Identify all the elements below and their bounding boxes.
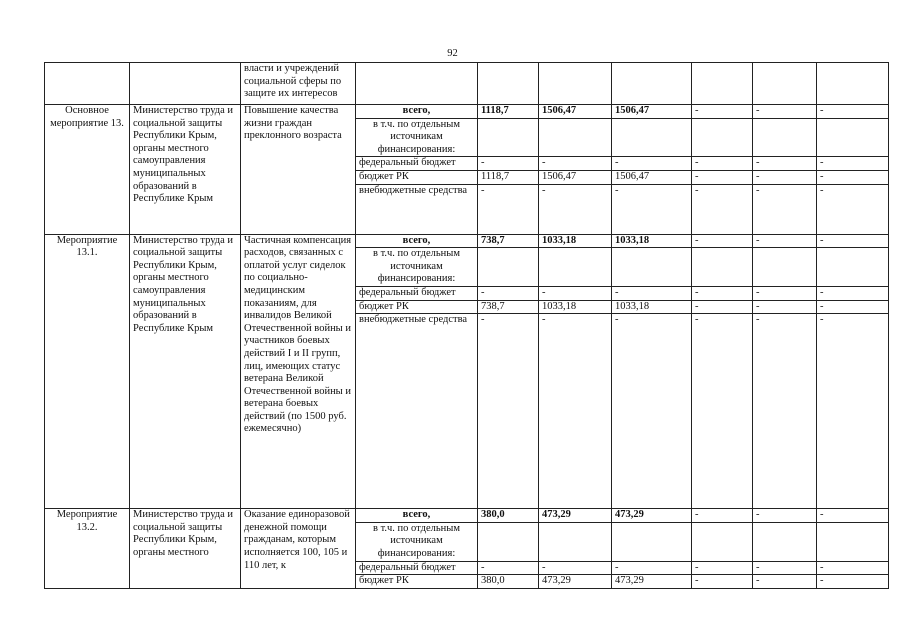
financing-table xyxy=(44,62,889,589)
funding-value xyxy=(817,118,889,157)
funding-source-label: внебюджетные средства xyxy=(356,314,478,509)
funding-value: - xyxy=(692,300,753,314)
funding-value: - xyxy=(753,561,817,575)
funding-value: - xyxy=(612,157,692,171)
funding-value: - xyxy=(817,575,889,589)
funding-value xyxy=(539,118,612,157)
event-description: Оказание единоразовой денежной помощи гражданам, которым исполняется 100, 105 и 110 лет, к xyxy=(241,509,356,589)
funding-value: 380,0 xyxy=(478,509,539,523)
funding-value: - xyxy=(753,509,817,523)
funding-source-label: бюджет РК xyxy=(356,300,478,314)
funding-value: - xyxy=(692,286,753,300)
page-number: 92 xyxy=(447,48,458,59)
funding-value: - xyxy=(817,286,889,300)
funding-value: 1506,47 xyxy=(612,170,692,184)
funding-value: - xyxy=(817,509,889,523)
event-executor: Министерство труда и социальной защиты Республики Крым, органы местного самоуправления муниципальных образований в Республике Крым xyxy=(130,234,241,509)
funding-value: - xyxy=(753,286,817,300)
funding-row xyxy=(45,509,889,523)
funding-value xyxy=(817,248,889,287)
funding-value xyxy=(753,248,817,287)
funding-value: - xyxy=(692,184,753,234)
funding-value xyxy=(753,522,817,561)
funding-value: - xyxy=(753,170,817,184)
funding-value xyxy=(539,522,612,561)
funding-value: - xyxy=(817,234,889,248)
funding-source-label: всего, xyxy=(356,509,478,523)
funding-value: - xyxy=(612,184,692,234)
funding-value: - xyxy=(692,561,753,575)
funding-value xyxy=(612,118,692,157)
funding-value: 473,29 xyxy=(539,509,612,523)
funding-value: - xyxy=(817,105,889,119)
event-title: Мероприятие 13.2. xyxy=(45,509,130,589)
funding-source-label: внебюджетные средства xyxy=(356,184,478,234)
funding-value xyxy=(817,522,889,561)
funding-value: - xyxy=(692,509,753,523)
funding-value: - xyxy=(478,157,539,171)
funding-source-label: бюджет РК xyxy=(356,170,478,184)
funding-value: - xyxy=(817,157,889,171)
funding-value xyxy=(478,248,539,287)
funding-value: 1506,47 xyxy=(612,105,692,119)
funding-value: - xyxy=(539,314,612,509)
funding-source-label: федеральный бюджет xyxy=(356,561,478,575)
funding-value: 1033,18 xyxy=(612,234,692,248)
funding-value: 1506,47 xyxy=(539,105,612,119)
funding-value: - xyxy=(753,314,817,509)
funding-value: 473,29 xyxy=(612,509,692,523)
funding-value: - xyxy=(753,575,817,589)
funding-value: - xyxy=(539,184,612,234)
funding-value: - xyxy=(692,234,753,248)
funding-value: - xyxy=(817,300,889,314)
funding-value: - xyxy=(753,300,817,314)
funding-value: - xyxy=(539,561,612,575)
funding-value xyxy=(539,248,612,287)
funding-row xyxy=(45,234,889,248)
funding-value: - xyxy=(753,184,817,234)
funding-value: - xyxy=(478,184,539,234)
funding-source-label: в т.ч. по отдельным источникам финансирования: xyxy=(356,522,478,561)
funding-value: - xyxy=(817,561,889,575)
funding-value: 1033,18 xyxy=(539,234,612,248)
funding-value: - xyxy=(539,286,612,300)
funding-value: - xyxy=(817,170,889,184)
funding-value: 380,0 xyxy=(478,575,539,589)
event-description: Повышение качества жизни граждан преклонного возраста xyxy=(241,105,356,235)
funding-source-label: федеральный бюджет xyxy=(356,286,478,300)
funding-value xyxy=(692,118,753,157)
funding-source-label: бюджет РК xyxy=(356,575,478,589)
funding-source-label: федеральный бюджет xyxy=(356,157,478,171)
funding-value: - xyxy=(478,286,539,300)
funding-value: 1118,7 xyxy=(478,105,539,119)
funding-value: 738,7 xyxy=(478,234,539,248)
funding-value xyxy=(692,248,753,287)
funding-source-label: в т.ч. по отдельным источникам финансирования: xyxy=(356,248,478,287)
funding-value: - xyxy=(817,184,889,234)
funding-value: 1033,18 xyxy=(612,300,692,314)
funding-value: - xyxy=(817,314,889,509)
funding-value: - xyxy=(692,105,753,119)
event-title: Основное мероприятие 13. xyxy=(45,105,130,235)
continuation-text: власти и учреждений социальной сферы по защите их интересов xyxy=(241,63,356,105)
funding-value: - xyxy=(692,575,753,589)
funding-value: - xyxy=(539,157,612,171)
funding-value: 1506,47 xyxy=(539,170,612,184)
funding-value: - xyxy=(478,561,539,575)
funding-value: 1118,7 xyxy=(478,170,539,184)
funding-value xyxy=(478,118,539,157)
funding-value xyxy=(612,522,692,561)
funding-value: - xyxy=(478,314,539,509)
funding-source-label: всего, xyxy=(356,105,478,119)
funding-value xyxy=(753,118,817,157)
funding-source-label: в т.ч. по отдельным источникам финансирования: xyxy=(356,118,478,157)
funding-value: - xyxy=(753,234,817,248)
funding-value xyxy=(612,248,692,287)
event-title: Мероприятие 13.1. xyxy=(45,234,130,509)
funding-value: - xyxy=(753,157,817,171)
funding-value: - xyxy=(692,157,753,171)
funding-row xyxy=(45,105,889,119)
funding-value xyxy=(478,522,539,561)
funding-value: - xyxy=(753,105,817,119)
funding-value xyxy=(692,522,753,561)
funding-value: 1033,18 xyxy=(539,300,612,314)
funding-value: - xyxy=(612,286,692,300)
continuation-row xyxy=(45,63,889,105)
funding-value: 738,7 xyxy=(478,300,539,314)
funding-value: - xyxy=(692,314,753,509)
event-description: Частичная компенсация расходов, связанных с оплатой услуг сиделок по социально-медицинским показаниям, для инвалидов Великой Отечественной войны и участников боевых действий I и II групп, лиц, имеющих статус ветерана Великой Отечественной войны и ветерана боевых действий (по 1500 руб. ежемесячно) xyxy=(241,234,356,509)
funding-value: - xyxy=(612,314,692,509)
funding-value: 473,29 xyxy=(539,575,612,589)
event-executor: Министерство труда и социальной защиты Республики Крым, органы местного самоуправления муниципальных образований в Республике Крым xyxy=(130,105,241,235)
funding-value: - xyxy=(612,561,692,575)
funding-source-label: всего, xyxy=(356,234,478,248)
event-executor: Министерство труда и социальной защиты Республики Крым, органы местного xyxy=(130,509,241,589)
funding-value: 473,29 xyxy=(612,575,692,589)
funding-value: - xyxy=(692,170,753,184)
